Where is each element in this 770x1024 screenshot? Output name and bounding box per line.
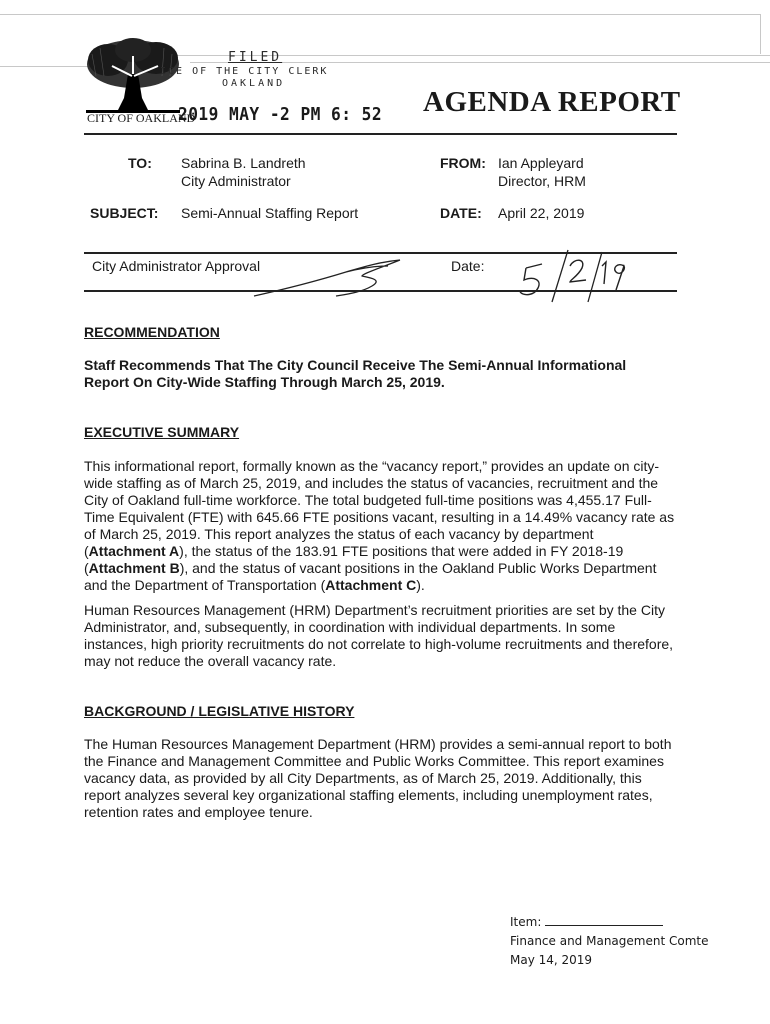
to-title: City Administrator xyxy=(181,173,291,189)
approval-date-label: Date: xyxy=(451,258,485,274)
administrator-signature xyxy=(250,252,420,300)
item-blank-line xyxy=(545,913,663,926)
summary-text-2: ), the status of the 183.91 FTE positions that were added in FY 2018-19 ( xyxy=(84,543,624,576)
summary-text-4: ). xyxy=(416,577,425,593)
attachment-c-ref: Attachment C xyxy=(325,577,417,593)
scan-edge-right xyxy=(760,14,761,54)
to-name: Sabrina B. Landreth xyxy=(181,155,306,171)
recommendation-text: Staff Recommends That The City Council Receive The Semi-Annual Informational Report On City-Wide Staffing Through March 25, 2019. xyxy=(84,357,627,390)
date-label: DATE: xyxy=(440,205,482,221)
page-title: AGENDA REPORT xyxy=(423,86,681,118)
city-stamp: OAKLAND xyxy=(222,78,286,89)
executive-summary-heading: EXECUTIVE SUMMARY xyxy=(84,424,240,440)
summary-text-1: This informational report, formally known as the “vacancy report,” provides an update on city-wide staffing as of March 25, 2019, and includes the status of vacancies, recruitment and the City of Oakland full-time workforce. The total budgeted full-time positions was 4,455.17 Full-Time Equivalent (FTE) with 645.66 FTE positions vacant, resulting in a 14.49% vacancy rate as of March 25, 2019. This report analyzes the status of each vacancy by department ( xyxy=(84,458,675,559)
executive-summary-paragraph-1 xyxy=(84,458,676,594)
header-divider xyxy=(84,133,677,135)
from-title: Director, HRM xyxy=(498,173,586,189)
summary-text-3: ), and the status of vacant positions in the Oakland Public Works Department and the Department of Transportation ( xyxy=(84,560,657,593)
date-text: April 22, 2019 xyxy=(498,205,585,221)
from-name: Ian Appleyard xyxy=(498,155,584,171)
to-label: TO: xyxy=(128,155,152,171)
subject-text: Semi-Annual Staffing Report xyxy=(181,205,359,221)
approval-bottom-rule xyxy=(84,290,677,292)
approval-label: City Administrator Approval xyxy=(92,258,261,274)
filed-stamp: FILED xyxy=(228,50,283,65)
attachment-b-ref: Attachment B xyxy=(88,560,180,576)
background-paragraph: The Human Resources Management Department (HRM) provides a semi-annual report to both the Finance and Management Committee and Public Works Committee. This report examines vacancy data, as provided by all City Departments, as of March 25, 2019. Additionally, this report analyzes several key organizational staffing elements, including unemployment rates, retention rates and employee tenure. xyxy=(84,736,672,820)
city-clerk-stamp: ICE OF THE CITY CLERK xyxy=(160,66,329,77)
city-of-oakland-label: CITY OF OAKLAND xyxy=(87,111,196,125)
handwritten-approval-date xyxy=(512,246,632,304)
item-line xyxy=(510,913,708,932)
agenda-item-block xyxy=(510,913,708,970)
from-label: FROM: xyxy=(440,155,486,171)
item-label: Item: xyxy=(510,915,542,929)
recommendation-heading: RECOMMENDATION xyxy=(84,324,220,340)
received-date-stamp: 2019 MAY -2 PM 6: 52 xyxy=(178,104,383,125)
attachment-a-ref: Attachment A xyxy=(88,543,180,559)
meeting-date: May 14, 2019 xyxy=(510,953,593,967)
background-heading: BACKGROUND / LEGISLATIVE HISTORY xyxy=(84,703,355,719)
scan-edge-top xyxy=(0,14,760,15)
subject-label: SUBJECT: xyxy=(90,205,159,221)
executive-summary-paragraph-2: Human Resources Management (HRM) Department’s recruitment priorities are set by the City Administrator, and, subsequently, in coordination with individual departments. In some instances, high priority recruitments do not correlate to high-volume recruitments and therefore, may not reduce the overall vacancy rate. xyxy=(84,602,674,669)
committee-name: Finance and Management Comte xyxy=(510,934,709,948)
